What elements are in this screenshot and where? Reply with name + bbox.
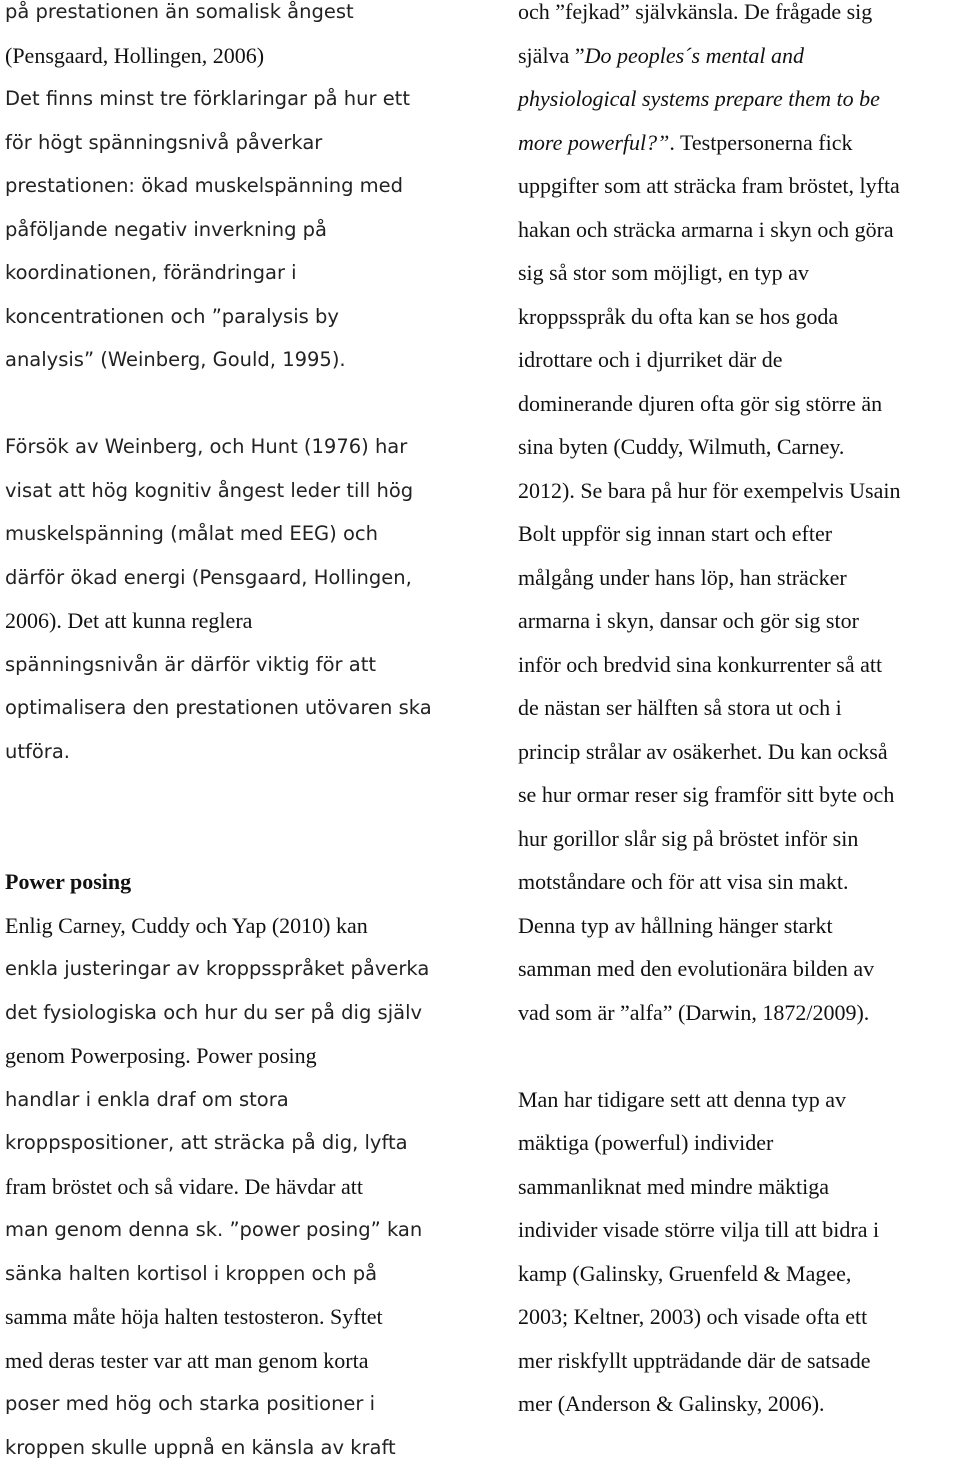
left-column-line: Enlig Carney, Cuddy och Yap (2010) kan <box>5 914 475 958</box>
right-column-line: physiological systems prepare them to be <box>518 87 960 131</box>
right-column-line: kroppsspråk du ofta kan se hos goda <box>518 305 960 349</box>
left-column-line: genom Powerposing. Power posing <box>5 1044 475 1088</box>
right-column-line: sig så stor som möjligt, en typ av <box>518 261 960 305</box>
right-column-line: målgång under hans löp, han sträcker <box>518 566 960 610</box>
left-column-line: Försök av Weinberg, och Hunt (1976) har <box>5 435 475 479</box>
left-column-line: (Pensgaard, Hollingen, 2006) <box>5 44 475 88</box>
right-column-line: kamp (Galinsky, Gruenfeld & Magee, <box>518 1262 960 1306</box>
right-column-line: vad som är ”alfa” (Darwin, 1872/2009). <box>518 1001 960 1045</box>
left-column-line <box>5 392 475 436</box>
right-column-line: samman med den evolutionära bilden av <box>518 957 960 1001</box>
left-column-line: koncentrationen och ”paralysis by <box>5 305 475 349</box>
left-column-line: samma måte höja halten testosteron. Syftet <box>5 1305 475 1349</box>
right-column-line: och ”fejkad” självkänsla. De frågade sig <box>518 0 960 44</box>
left-column-line: koordinationen, förändringar i <box>5 261 475 305</box>
right-column-line: mer (Anderson & Galinsky, 2006). <box>518 1392 960 1436</box>
right-column-line: idrottare och i djurriket där de <box>518 348 960 392</box>
left-column-line: spänningsnivån är därför viktig för att <box>5 653 475 697</box>
right-column-line: Bolt uppför sig innan start och efter <box>518 522 960 566</box>
right-column-line: hakan och sträcka armarna i skyn och göra <box>518 218 960 262</box>
right-column-line: princip strålar av osäkerhet. Du kan också <box>518 740 960 784</box>
right-column-line: de nästan ser hälften så stora ut och i <box>518 696 960 740</box>
left-column-line <box>5 827 475 871</box>
right-column-line: 2003; Keltner, 2003) och visade ofta ett <box>518 1305 960 1349</box>
right-column-line: uppgifter som att sträcka fram bröstet, lyfta <box>518 174 960 218</box>
left-column-line: optimalisera den prestationen utövaren ska <box>5 696 475 740</box>
left-column-line: kroppspositioner, att sträcka på dig, lyfta <box>5 1131 475 1175</box>
right-column-line: Denna typ av hållning hänger starkt <box>518 914 960 958</box>
right-column-line: individer visade större vilja till att bidra i <box>518 1218 960 1262</box>
right-column-line: Man har tidigare sett att denna typ av <box>518 1088 960 1132</box>
left-column-line: visat att hög kognitiv ångest leder till hög <box>5 479 475 523</box>
right-column-line: more powerful?”. Testpersonerna fick <box>518 131 960 175</box>
left-column-line: med deras tester var att man genom korta <box>5 1349 475 1393</box>
right-column-line: motståndare och för att visa sin makt. <box>518 870 960 914</box>
left-column-line: sänka halten kortisol i kroppen och på <box>5 1262 475 1306</box>
left-column-line: handlar i enkla draf om stora <box>5 1088 475 1132</box>
right-column-line: dominerande djuren ofta gör sig större än <box>518 392 960 436</box>
right-column-line: sammanliknat med mindre mäktiga <box>518 1175 960 1219</box>
left-column-line <box>5 783 475 827</box>
left-column-line: poser med hög och starka positioner i <box>5 1392 475 1436</box>
right-column-line: sina byten (Cuddy, Wilmuth, Carney. <box>518 435 960 479</box>
right-column <box>518 0 960 1436</box>
right-column-line: själva ”Do peoples´s mental and <box>518 44 960 88</box>
quoted-question: more powerful?” <box>518 130 669 155</box>
right-column-line: armarna i skyn, dansar och gör sig stor <box>518 609 960 653</box>
left-column-line: på prestationen än somalisk ångest <box>5 0 475 44</box>
left-column <box>5 0 475 1479</box>
left-column-line: man genom denna sk. ”power posing” kan <box>5 1218 475 1262</box>
left-column-line: utföra. <box>5 740 475 784</box>
left-column-line: muskelspänning (målat med EEG) och <box>5 522 475 566</box>
right-column-line: hur gorillor slår sig på bröstet inför sin <box>518 827 960 871</box>
right-column-line: inför och bredvid sina konkurrenter så att <box>518 653 960 697</box>
left-column-line: enkla justeringar av kroppsspråket påverka <box>5 957 475 1001</box>
left-column-line: kroppen skulle uppnå en känsla av kraft <box>5 1436 475 1479</box>
left-column-line: för högt spänningsnivå påverkar <box>5 131 475 175</box>
right-column-line: mäktiga (powerful) individer <box>518 1131 960 1175</box>
left-column-line: Det finns minst tre förklaringar på hur ett <box>5 87 475 131</box>
left-column-line: fram bröstet och så vidare. De hävdar att <box>5 1175 475 1219</box>
right-column-line: mer riskfyllt uppträdande där de satsade <box>518 1349 960 1393</box>
left-column-line: 2006). Det att kunna reglera <box>5 609 475 653</box>
left-column-line: Power posing <box>5 870 475 914</box>
left-column-line: prestationen: ökad muskelspänning med <box>5 174 475 218</box>
right-column-line: se hur ormar reser sig framför sitt byte och <box>518 783 960 827</box>
left-column-line: det fysiologiska och hur du ser på dig själv <box>5 1001 475 1045</box>
quoted-question: Do peoples´s mental and <box>585 43 804 68</box>
right-column-line <box>518 1044 960 1088</box>
left-column-line: därför ökad energi (Pensgaard, Hollingen, <box>5 566 475 610</box>
left-column-line: analysis” (Weinberg, Gould, 1995). <box>5 348 475 392</box>
right-column-line: 2012). Se bara på hur för exempelvis Usain <box>518 479 960 523</box>
left-column-line: påföljande negativ inverkning på <box>5 218 475 262</box>
